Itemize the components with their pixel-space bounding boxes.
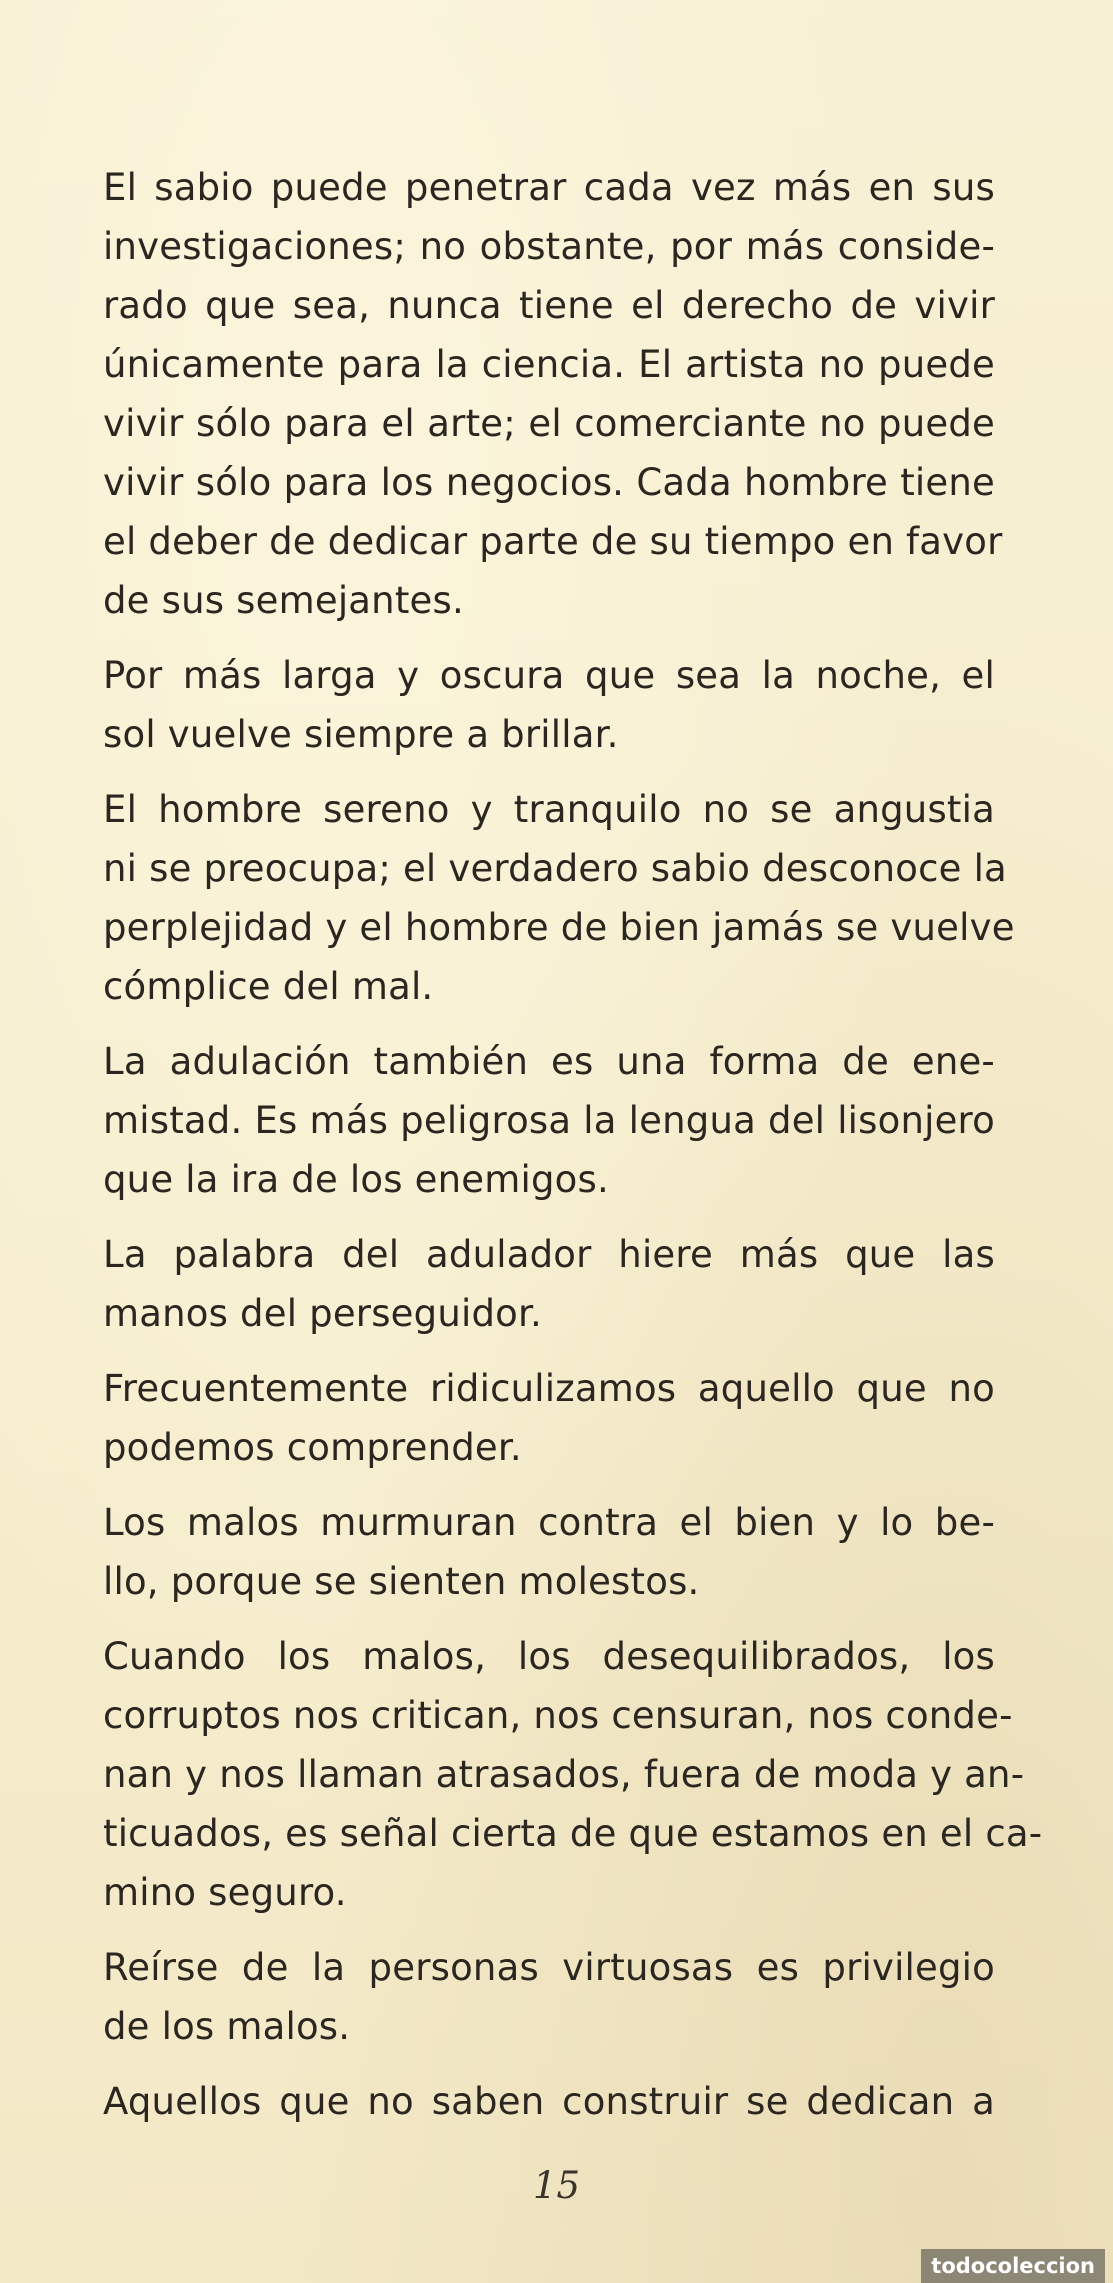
text-line: La adulación también es una forma de ene- [103, 1040, 995, 1083]
text-line: el deber de dedicar parte de su tiempo en favor [103, 520, 1003, 563]
watermark: todocoleccion [921, 2249, 1105, 2283]
text-line: vivir sólo para los negocios. Cada hombre tiene [103, 461, 995, 504]
text-line: La palabra del adulador hiere más que las [103, 1233, 995, 1276]
text-line: rado que sea, nunca tiene el derecho de vivir [103, 284, 995, 327]
text-line: El hombre sereno y tranquilo no se angustia [103, 788, 995, 831]
text-line: vivir sólo para el arte; el comerciante no puede [103, 402, 995, 445]
text-line: Frecuentemente ridiculizamos aquello que no [103, 1367, 995, 1410]
text-line: cómplice del mal. [103, 965, 434, 1008]
text-line: perplejidad y el hombre de bien jamás se vuelve [103, 906, 1015, 949]
text-line: Los malos murmuran contra el bien y lo be- [103, 1501, 995, 1544]
text-line: Cuando los malos, los desequilibrados, los [103, 1635, 995, 1678]
text-line: de los malos. [103, 2005, 351, 2048]
text-line: mistad. Es más peligrosa la lengua del lisonjero [103, 1099, 995, 1142]
text-line: Reírse de la personas virtuosas es privilegio [103, 1946, 995, 1989]
text-line: de sus semejantes. [103, 579, 464, 622]
page-number: 15 [532, 2164, 581, 2207]
text-line: Aquellos que no saben construir se dedican a [103, 2080, 995, 2123]
text-line: únicamente para la ciencia. El artista no puede [103, 343, 995, 386]
text-line: El sabio puede penetrar cada vez más en sus [103, 166, 995, 209]
text-line: nan y nos llaman atrasados, fuera de moda y an- [103, 1753, 1025, 1796]
text-line: manos del perseguidor. [103, 1292, 542, 1335]
text-line: ticuados, es señal cierta de que estamos en el ca- [103, 1812, 1043, 1855]
text-line: Por más larga y oscura que sea la noche, el [103, 654, 995, 697]
text-line: llo, porque se sienten molestos. [103, 1560, 700, 1603]
text-line: sol vuelve siempre a brillar. [103, 713, 619, 756]
text-line: investigaciones; no obstante, por más conside- [103, 225, 995, 268]
text-line: podemos comprender. [103, 1426, 522, 1469]
text-line: ni se preocupa; el verdadero sabio desconoce la [103, 847, 1007, 890]
text-line: mino seguro. [103, 1871, 347, 1914]
text-line: que la ira de los enemigos. [103, 1158, 609, 1201]
text-line: corruptos nos critican, nos censuran, nos conde- [103, 1694, 1013, 1737]
